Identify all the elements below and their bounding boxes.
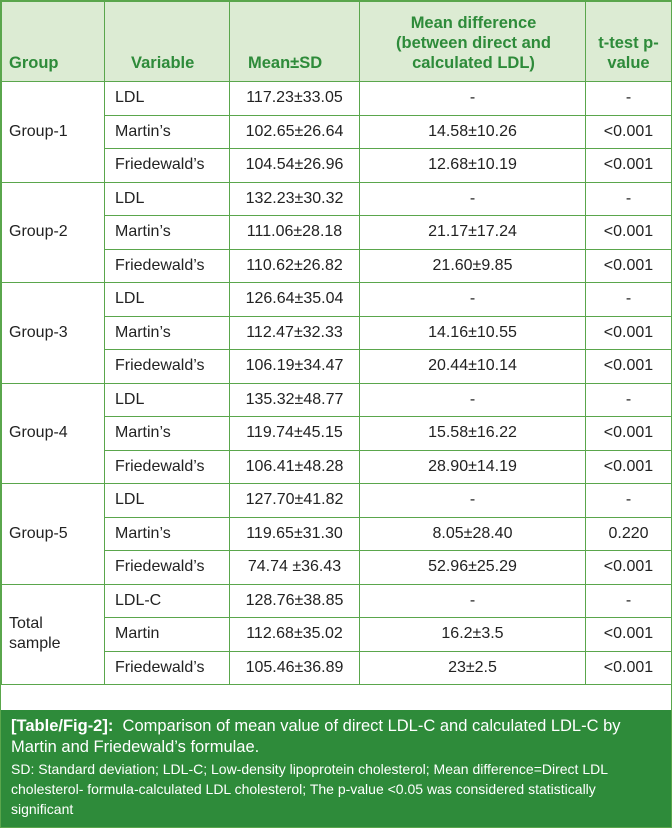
group-label: Group-4 (2, 383, 105, 484)
mean-difference-cell: 23±2.5 (360, 651, 586, 685)
p-value-cell: <0.001 (586, 651, 672, 685)
table-row (2, 82, 672, 116)
p-value-cell: <0.001 (586, 149, 672, 183)
mean-sd-cell: 106.19±34.47 (230, 350, 360, 384)
variable-cell: Martin (105, 618, 230, 652)
variable-cell: Friedewald’s (105, 651, 230, 685)
p-value-cell: - (586, 484, 672, 518)
group-label: Group-1 (2, 82, 105, 183)
header-variable: Variable (105, 2, 230, 82)
variable-cell: LDL (105, 182, 230, 216)
header-p-value: t-test p-value (586, 2, 672, 82)
table-row (2, 182, 672, 216)
header-mean-difference: Mean difference (between direct and calculated LDL) (360, 2, 586, 82)
variable-cell: LDL-C (105, 584, 230, 618)
variable-cell: Friedewald’s (105, 350, 230, 384)
mean-difference-cell: 21.60±9.85 (360, 249, 586, 283)
variable-cell: Martin’s (105, 216, 230, 250)
variable-cell: Martin’s (105, 517, 230, 551)
mean-difference-cell: 52.96±25.29 (360, 551, 586, 585)
group-label: Group-2 (2, 182, 105, 283)
variable-cell: LDL (105, 383, 230, 417)
p-value-cell: <0.001 (586, 450, 672, 484)
mean-sd-cell: 132.23±30.32 (230, 182, 360, 216)
p-value-cell: - (586, 584, 672, 618)
group-label: Group-3 (2, 283, 105, 384)
mean-difference-cell: 16.2±3.5 (360, 618, 586, 652)
mean-sd-cell: 105.46±36.89 (230, 651, 360, 685)
caption-title: Comparison of mean value of direct LDL-C and calculated LDL-C by Martin and Friedewald’s formulae. (11, 717, 621, 756)
header-mean-sd: Mean±SD (230, 2, 360, 82)
mean-sd-cell: 112.68±35.02 (230, 618, 360, 652)
variable-cell: LDL (105, 283, 230, 317)
mean-sd-cell: 111.06±28.18 (230, 216, 360, 250)
table-body (2, 82, 672, 685)
mean-difference-cell: 14.16±10.55 (360, 316, 586, 350)
mean-sd-cell: 119.65±31.30 (230, 517, 360, 551)
mean-difference-cell: 8.05±28.40 (360, 517, 586, 551)
table-caption (1, 710, 671, 827)
caption-tag: [Table/Fig-2]: (11, 717, 114, 735)
mean-sd-cell: 74.74 ±36.43 (230, 551, 360, 585)
table-row (2, 283, 672, 317)
p-value-cell: <0.001 (586, 551, 672, 585)
p-value-cell: - (586, 182, 672, 216)
p-value-cell: - (586, 383, 672, 417)
p-value-cell: <0.001 (586, 216, 672, 250)
group-label: Total sample (2, 584, 105, 685)
mean-sd-cell: 127.70±41.82 (230, 484, 360, 518)
variable-cell: Friedewald’s (105, 551, 230, 585)
mean-difference-cell: 20.44±10.14 (360, 350, 586, 384)
p-value-cell: <0.001 (586, 350, 672, 384)
p-value-cell: <0.001 (586, 618, 672, 652)
header-row (2, 2, 672, 82)
mean-sd-cell: 102.65±26.64 (230, 115, 360, 149)
group-label: Group-5 (2, 484, 105, 585)
mean-difference-cell: 12.68±10.19 (360, 149, 586, 183)
p-value-cell: - (586, 82, 672, 116)
mean-sd-cell: 112.47±32.33 (230, 316, 360, 350)
p-value-cell: <0.001 (586, 115, 672, 149)
mean-difference-cell: - (360, 484, 586, 518)
variable-cell: LDL (105, 484, 230, 518)
p-value-cell: - (586, 283, 672, 317)
mean-difference-cell: - (360, 82, 586, 116)
caption-note: SD: Standard deviation; LDL-C; Low-density lipoprotein cholesterol; Mean difference=Direct LDL cholesterol- formula-calculated LDL cholesterol; The p-value <0.05 was considered statistically significant (11, 761, 608, 817)
table-row (2, 383, 672, 417)
mean-difference-cell: 15.58±16.22 (360, 417, 586, 451)
mean-difference-cell: 21.17±17.24 (360, 216, 586, 250)
mean-difference-cell: - (360, 383, 586, 417)
p-value-cell: <0.001 (586, 249, 672, 283)
mean-sd-cell: 104.54±26.96 (230, 149, 360, 183)
table-row (2, 484, 672, 518)
variable-cell: Friedewald’s (105, 450, 230, 484)
mean-sd-cell: 126.64±35.04 (230, 283, 360, 317)
variable-cell: Martin’s (105, 316, 230, 350)
mean-sd-cell: 135.32±48.77 (230, 383, 360, 417)
mean-difference-cell: - (360, 283, 586, 317)
table-row (2, 584, 672, 618)
p-value-cell: 0.220 (586, 517, 672, 551)
mean-sd-cell: 117.23±33.05 (230, 82, 360, 116)
mean-sd-cell: 119.74±45.15 (230, 417, 360, 451)
p-value-cell: <0.001 (586, 316, 672, 350)
mean-difference-cell: 28.90±14.19 (360, 450, 586, 484)
variable-cell: Friedewald’s (105, 149, 230, 183)
mean-difference-cell: - (360, 182, 586, 216)
mean-sd-cell: 128.76±38.85 (230, 584, 360, 618)
p-value-cell: <0.001 (586, 417, 672, 451)
ldl-comparison-table (1, 1, 672, 685)
variable-cell: LDL (105, 82, 230, 116)
mean-sd-cell: 110.62±26.82 (230, 249, 360, 283)
caption-title-line (11, 716, 661, 758)
variable-cell: Martin’s (105, 115, 230, 149)
variable-cell: Martin’s (105, 417, 230, 451)
mean-difference-cell: 14.58±10.26 (360, 115, 586, 149)
header-group: Group (2, 2, 105, 82)
variable-cell: Friedewald’s (105, 249, 230, 283)
mean-difference-cell: - (360, 584, 586, 618)
mean-sd-cell: 106.41±48.28 (230, 450, 360, 484)
